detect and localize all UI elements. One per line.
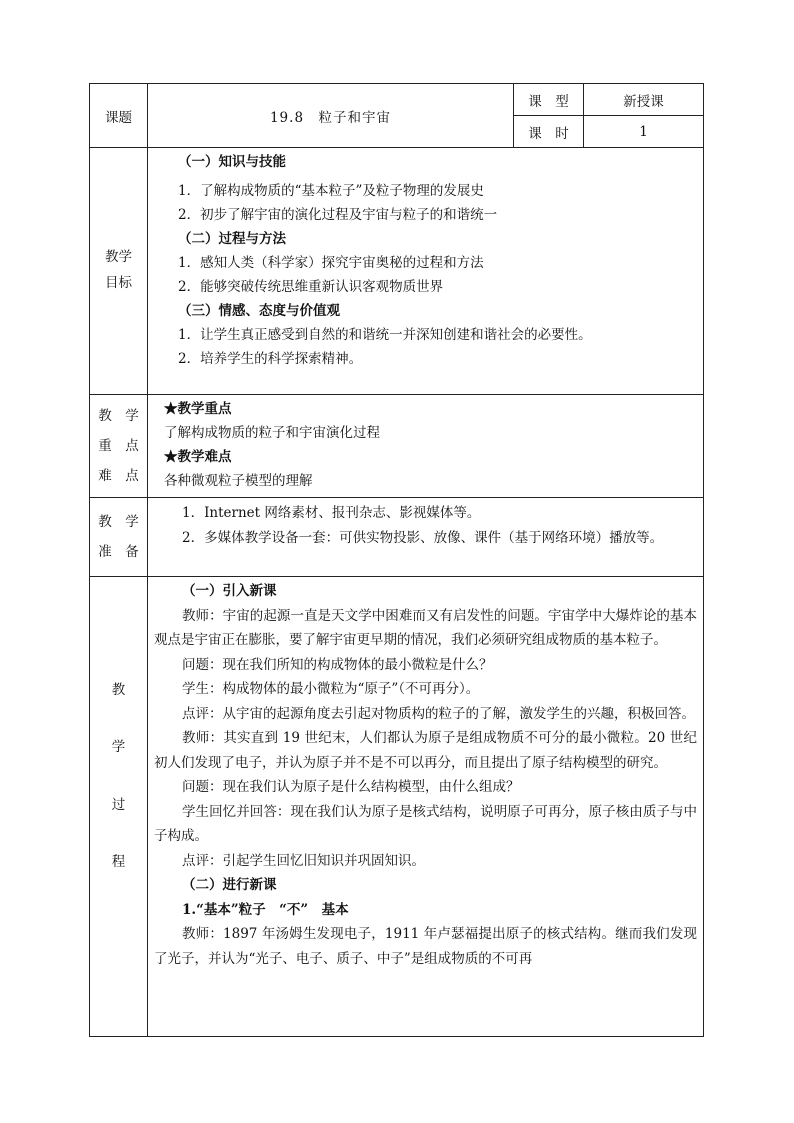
process-paragraph: 问题：现在我们认为原子是什么结构模型，由什么组成？ [182,779,520,795]
prep-item: 2．多媒体教学设备一套：可供实物投影、放像、课件（基于网络环境）播放等。 [182,529,664,546]
focus-label-line: 难 点 [98,468,139,484]
process-content [148,577,704,1037]
process-paragraph: 教师：1897 年汤姆生发现电子，1911 年卢瑟福提出原子的核式结构。继而我们发现了光子，并认为“光子、电子、质子、中子”是组成物质的不可再 [154,926,697,967]
objective-heading: （三）情感、态度与价值观 [178,303,340,319]
prep-content [148,498,704,577]
focus-label-line: 重 点 [98,438,139,454]
objective-item: 1．让学生真正感受到自然的和谐统一并深知创建和谐社会的必要性。 [178,327,592,343]
objectives-label-line: 教学 [105,249,132,266]
objective-item: 1．了解构成物质的“基本粒子”及粒子物理的发展史 [178,183,484,199]
process-label-line: 教 [111,681,126,698]
process-label-line: 学 [111,739,126,755]
process-paragraph: 点评：引起学生回忆旧知识并巩固知识。 [182,852,425,869]
objective-item: 1．感知人类（科学家）探究宇宙奥秘的过程和方法 [178,255,484,271]
focus-label-line: 教 学 [98,408,139,424]
objectives-label [90,148,148,395]
type-value: 新授课 [584,84,704,116]
process-label-line: 过 [111,796,126,813]
focus-heading: ★教学难点 [164,449,232,465]
prep-item: 1．Internet 网络素材、报刊杂志、影视媒体等。 [182,505,481,521]
type-label: 课 型 [514,84,584,116]
process-subheading: 1.“基本”粒子 “不” 基本 [182,901,349,918]
objectives-content [148,148,704,395]
process-label-line: 程 [111,854,126,870]
focus-text: 了解构成物质的粒子和宇宙演化过程 [164,425,380,441]
objective-heading: （一）知识与技能 [178,154,286,170]
process-label [90,577,148,1037]
process-paragraph: 学生：构成物体的最小微粒为“原子”（不可再分）。 [182,681,480,697]
objective-item: 2．能够突破传统思维重新认识客观物质世界 [178,279,444,295]
prep-label [90,498,148,577]
process-paragraph: 学生回忆并回答：现在我们认为原子是核式结构，说明原子可再分，原子核由质子与中子构成。 [154,803,697,844]
objective-heading: （二）过程与方法 [178,231,286,247]
hours-value: 1 [584,116,704,148]
prep-label-line: 教 学 [98,514,139,530]
topic-label: 课题 [90,84,148,148]
process-paragraph: 教师：其实直到 19 世纪末，人们都认为原子是组成物质不可分的最小微粒。20 世纪初人们发现了电子，并认为原子并不是不可以再分，而且提出了原子结构模型的研究。 [154,730,697,771]
process-paragraph: 问题：现在我们所知的构成物体的最小微粒是什么？ [182,656,493,673]
focus-text: 各种微观粒子模型的理解 [164,473,313,489]
topic-value: 19.8 粒子和宇宙 [148,84,514,148]
process-paragraph: 点评：从宇宙的起源角度去引起对物质构的粒子的了解，激发学生的兴趣，积极回答。 [182,705,695,722]
prep-label-line: 准 备 [98,544,139,560]
focus-label [90,395,148,498]
focus-content [148,395,704,498]
lesson-plan-table [89,83,704,1037]
process-paragraph: 教师：宇宙的起源一直是天文学中困难而又有启发性的问题。宇宙学中大爆炸论的基本观点是宇宙正在膨胀，要了解宇宙更早期的情况，我们必须研究组成物质的基本粒子。 [154,607,697,648]
process-heading: （二）进行新课 [182,877,277,893]
hours-label: 课 时 [514,116,584,148]
objectives-label-line: 目标 [105,275,132,291]
focus-heading: ★教学重点 [164,401,232,417]
objective-item: 2．培养学生的科学探索精神。 [178,351,363,367]
objective-item: 2．初步了解宇宙的演化过程及宇宙与粒子的和谐统一 [178,207,498,223]
process-heading: （一）引入新课 [182,583,277,599]
